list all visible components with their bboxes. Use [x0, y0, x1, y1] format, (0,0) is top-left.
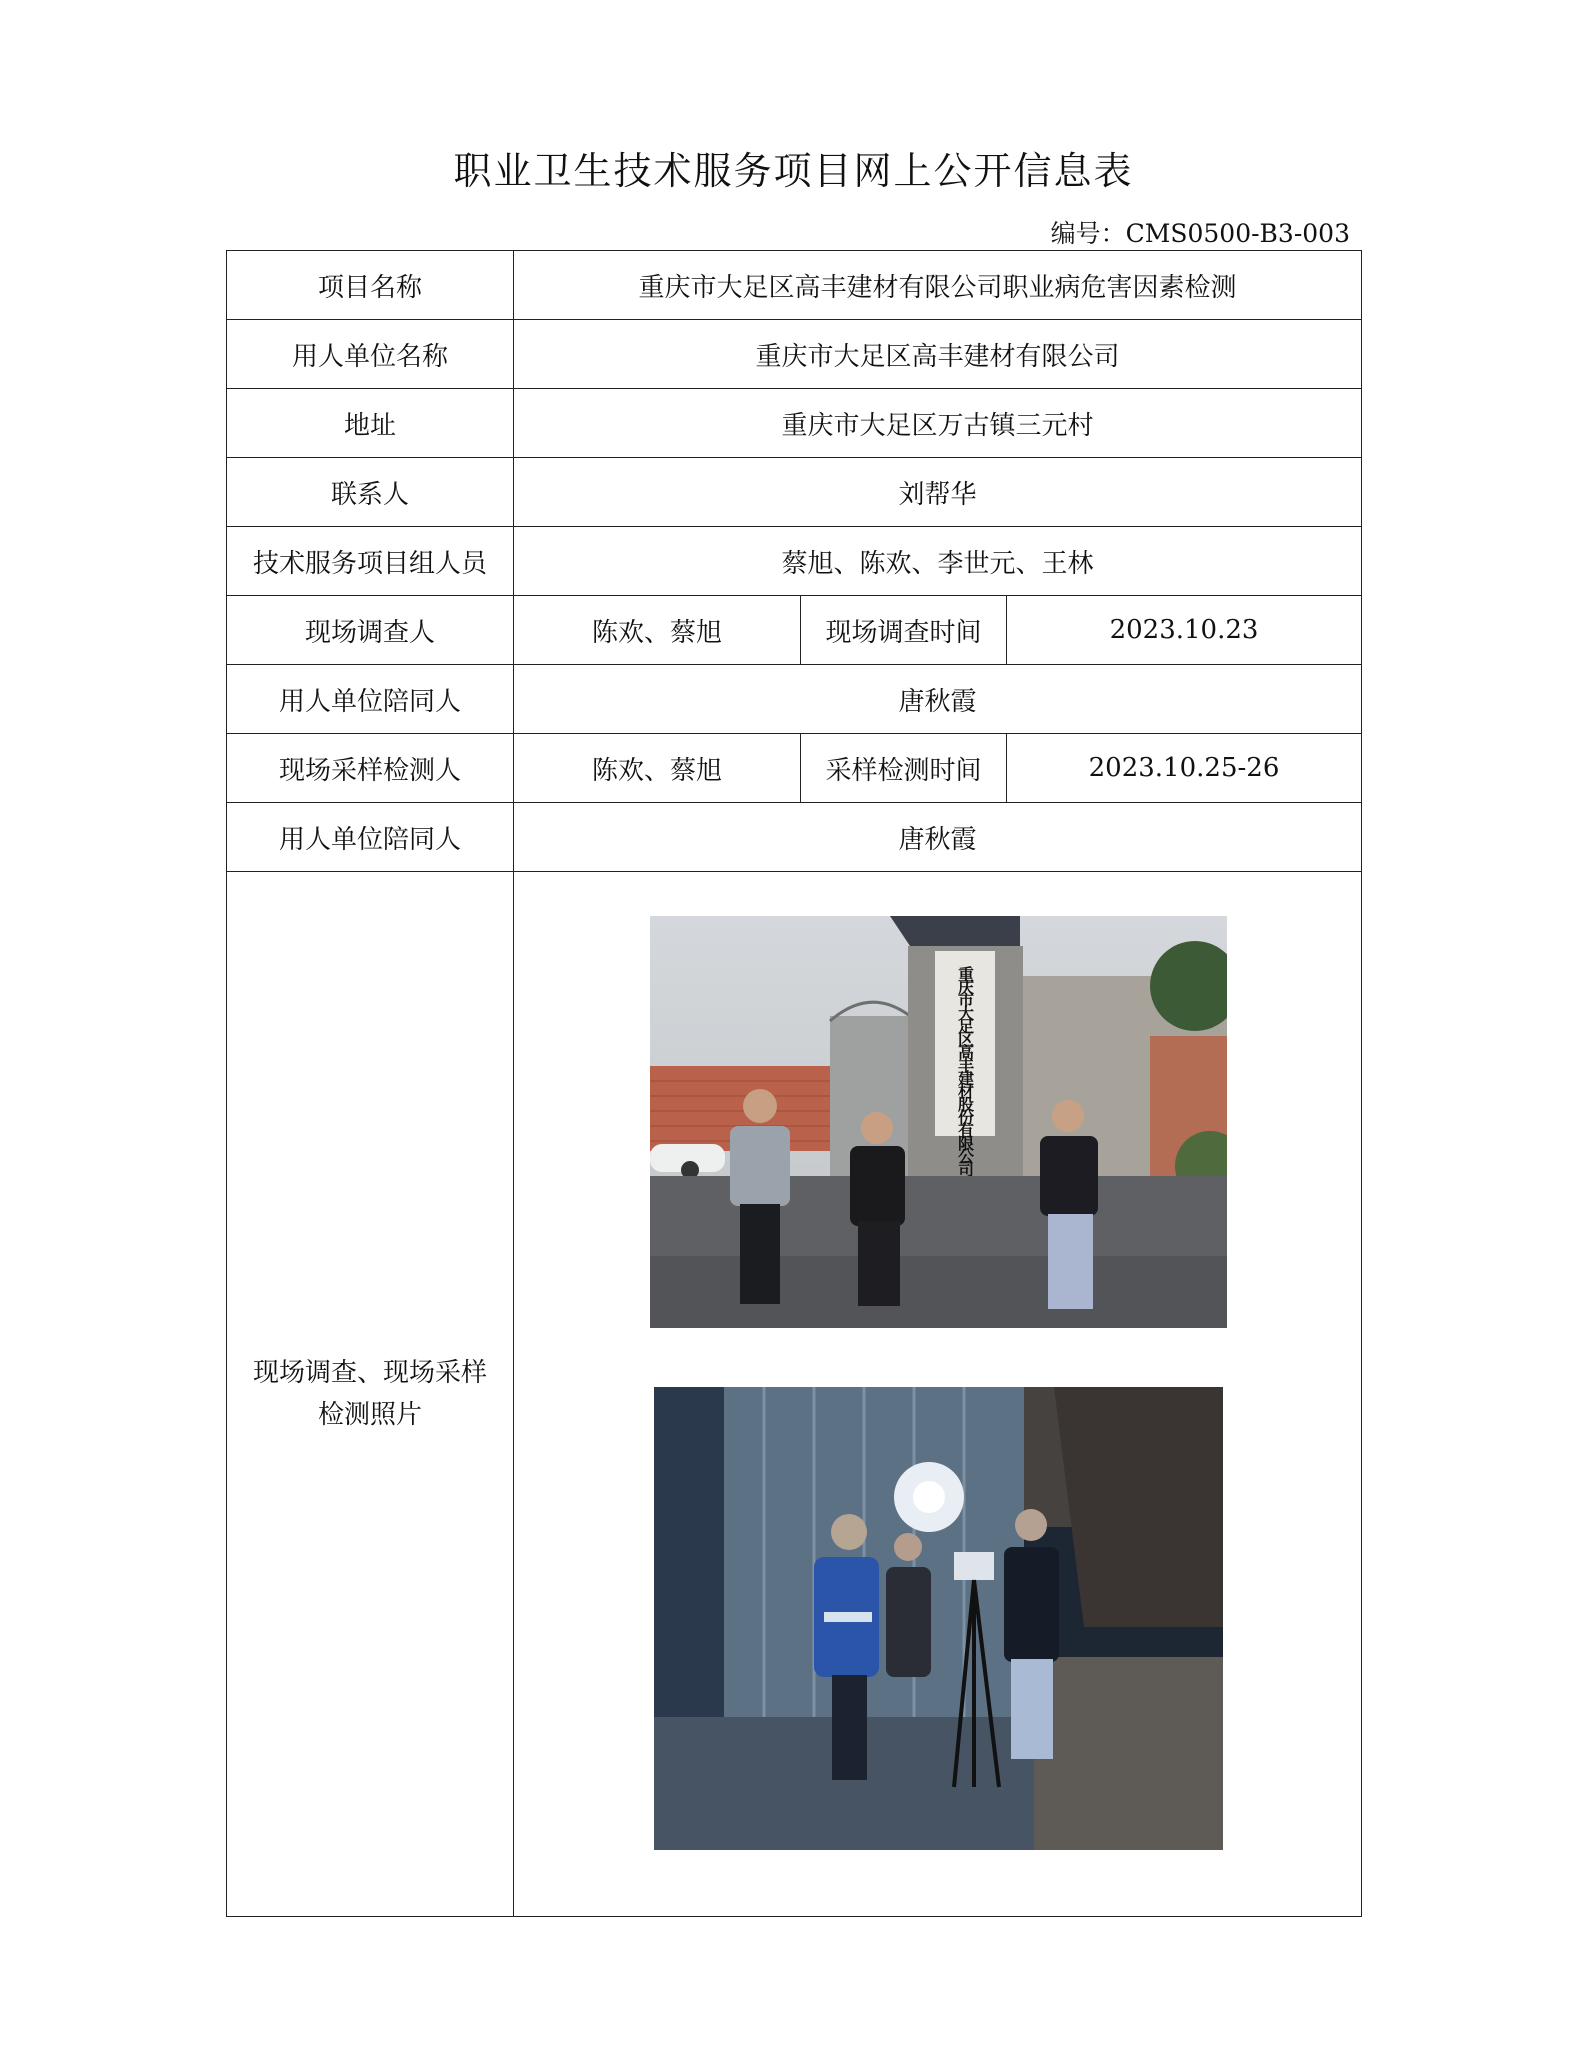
label-photos-line2: 检测照片 [317, 1400, 422, 1430]
info-table [226, 250, 1362, 1917]
value-survey-escort: 唐秋霞 [514, 665, 1362, 734]
document-title: 职业卫生技术服务项目网上公开信息表 [453, 149, 1134, 193]
row-address [227, 389, 1362, 458]
value-employer-name: 重庆市大足区高丰建材有限公司 [514, 320, 1362, 389]
value-team: 蔡旭、陈欢、李世元、王林 [514, 527, 1362, 596]
value-contact: 刘帮华 [514, 458, 1362, 527]
row-sampling [227, 734, 1362, 803]
value-sampling-time: 2023.10.25-26 [1007, 734, 1362, 803]
document-number: 编号：CMS0500-B3-003 [1050, 219, 1350, 248]
row-project-name [227, 251, 1362, 320]
label-photos [227, 872, 514, 1917]
gate-sign-text: 重庆市大足区高丰建材股份有限公司 [955, 966, 975, 1174]
label-sampling-person: 现场采样检测人 [227, 734, 514, 803]
label-employer-name: 用人单位名称 [227, 320, 514, 389]
value-survey-time: 2023.10.23 [1007, 596, 1362, 665]
photos-cell [514, 872, 1362, 1917]
row-team [227, 527, 1362, 596]
label-sampling-escort: 用人单位陪同人 [227, 803, 514, 872]
row-employer-name [227, 320, 1362, 389]
row-contact [227, 458, 1362, 527]
label-address: 地址 [227, 389, 514, 458]
value-address: 重庆市大足区万古镇三元村 [514, 389, 1362, 458]
row-survey [227, 596, 1362, 665]
label-project-name: 项目名称 [227, 251, 514, 320]
label-survey-person: 现场调查人 [227, 596, 514, 665]
row-photos [227, 872, 1362, 1917]
row-sampling-escort [227, 803, 1362, 872]
row-survey-escort [227, 665, 1362, 734]
label-survey-escort: 用人单位陪同人 [227, 665, 514, 734]
value-survey-person: 陈欢、蔡旭 [514, 596, 801, 665]
sampling-photo [654, 1387, 1223, 1850]
site-survey-photo [650, 916, 1227, 1328]
value-sampling-escort: 唐秋霞 [514, 803, 1362, 872]
label-photos-line1: 现场调查、现场采样 [252, 1358, 487, 1388]
label-team: 技术服务项目组人员 [227, 527, 514, 596]
value-sampling-person: 陈欢、蔡旭 [514, 734, 801, 803]
label-sampling-time: 采样检测时间 [801, 734, 1007, 803]
label-survey-time: 现场调查时间 [801, 596, 1007, 665]
label-contact: 联系人 [227, 458, 514, 527]
value-project-name: 重庆市大足区高丰建材有限公司职业病危害因素检测 [514, 251, 1362, 320]
